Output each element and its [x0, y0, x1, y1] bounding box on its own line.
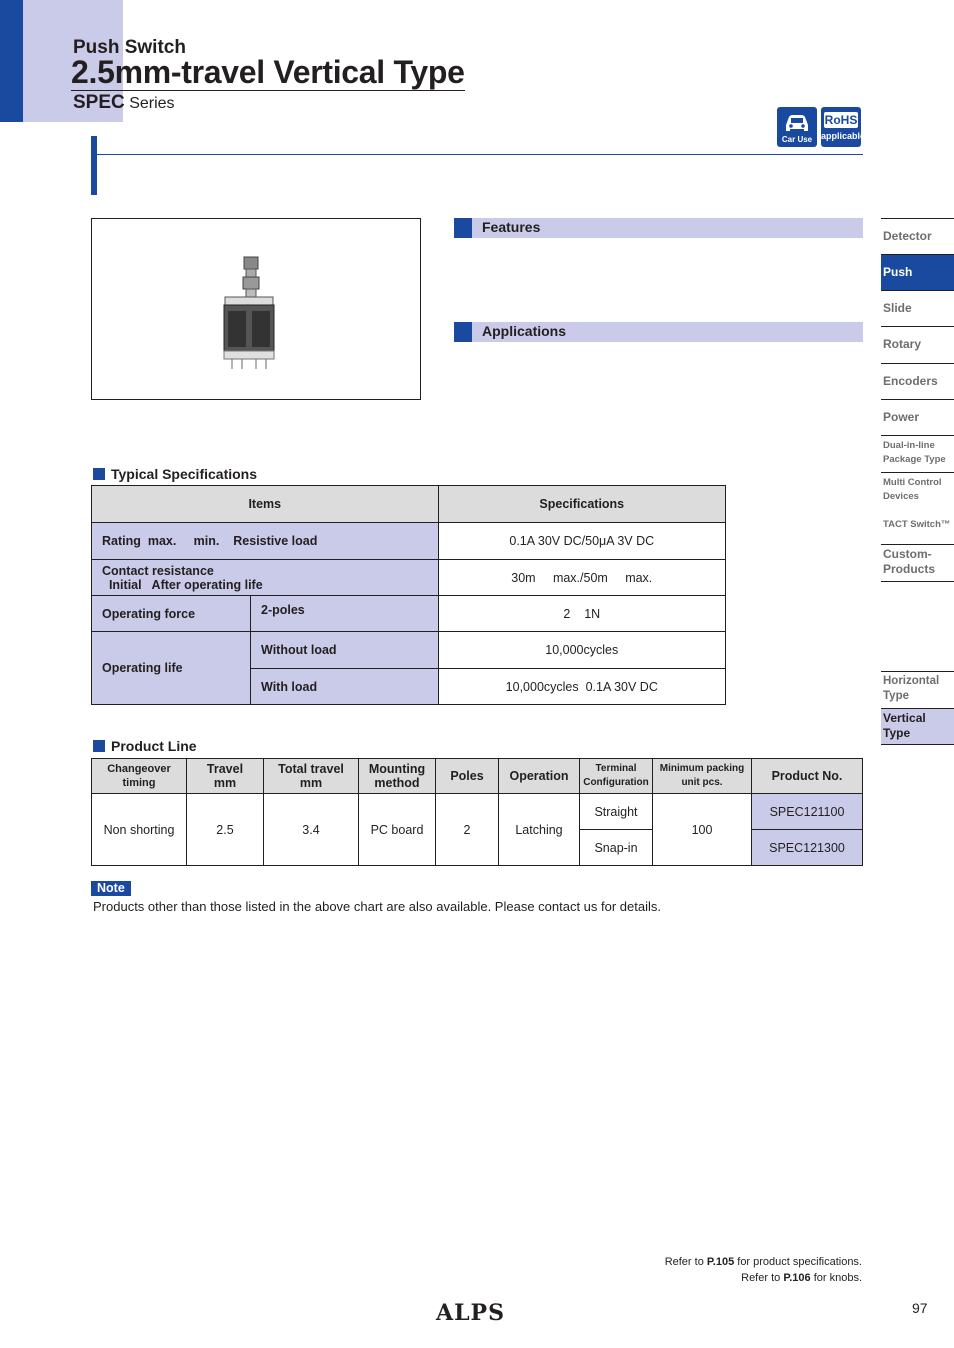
rating-value: 0.1A 30V DC/50μA 3V DC	[438, 523, 725, 560]
product-line-heading-text: Product Line	[111, 738, 197, 754]
travel-cell: 2.5	[187, 794, 264, 866]
typical-specs-table	[91, 485, 726, 705]
product-photo-frame	[91, 218, 421, 400]
table-row	[92, 523, 726, 560]
col-operation: Operation	[499, 759, 580, 794]
push-switch-image	[92, 219, 420, 399]
alps-logo: ALPS	[436, 1300, 505, 1326]
poles-label: 2-poles	[251, 596, 439, 632]
car-use-badge	[777, 107, 817, 147]
product-number-cell: SPEC121300	[752, 830, 863, 866]
col-terminal: Terminal Configuration	[580, 759, 653, 794]
features-header	[454, 218, 863, 238]
col-travel: Travel mm	[187, 759, 264, 794]
sidebar-item-multi-control[interactable]: Multi Control Devices	[881, 472, 954, 509]
sidebar-item-custom-products[interactable]: Custom- Products	[881, 544, 954, 582]
sidebar-item-tact-switch[interactable]: TACT Switch™	[883, 519, 951, 530]
typical-specs-heading-text: Typical Specifications	[111, 466, 258, 482]
col-min-packing: Minimum packing unit pcs.	[653, 759, 752, 794]
rating-label: Rating max. min. Resistive load	[92, 523, 439, 560]
page-link-105[interactable]: P.105	[706, 1256, 735, 1268]
sidebar-item-detector[interactable]: Detector	[881, 218, 954, 254]
sidebar-item-dual-in-line[interactable]: Dual-in-line Package Type	[881, 435, 954, 472]
total-travel-cell: 3.4	[264, 794, 359, 866]
without-load-value: 10,000cycles	[438, 632, 725, 669]
with-load-label: With load	[251, 669, 439, 705]
changeover-cell: Non shorting	[92, 794, 187, 866]
table-row	[92, 596, 726, 632]
category-title: Push Switch	[73, 37, 186, 58]
heading-marker	[93, 740, 105, 752]
sidebar-item-push[interactable]: Push	[881, 254, 954, 291]
rohs-badge	[821, 107, 866, 147]
without-load-label: Without load	[251, 632, 439, 669]
reference-knobs: Refer to P.106 for knobs.	[741, 1272, 862, 1284]
mounting-cell: PC board	[359, 794, 436, 866]
product-line-heading	[93, 738, 197, 754]
typical-specs-heading	[93, 466, 257, 482]
poles-cell: 2	[436, 794, 499, 866]
operating-force-value: 2 1N	[438, 596, 725, 632]
contact-resistance-line1: Contact resistance	[102, 563, 214, 578]
header-rule	[91, 154, 863, 155]
terminal-cell: Straight	[580, 794, 653, 830]
series-name: SPEC	[73, 92, 125, 113]
note-tag: Note	[91, 881, 131, 896]
product-line-table	[91, 758, 863, 866]
sidebar-item-power[interactable]: Power	[881, 399, 954, 436]
with-load-value: 10,000cycles 0.1A 30V DC	[438, 669, 725, 705]
applications-header	[454, 322, 863, 342]
contact-resistance-value: 30m max./50m max.	[438, 560, 725, 596]
col-total-travel: Total travel mm	[264, 759, 359, 794]
features-marker	[454, 218, 472, 238]
sidebar-item-rotary[interactable]: Rotary	[881, 326, 954, 363]
col-poles: Poles	[436, 759, 499, 794]
operating-force-label: Operating force	[92, 596, 251, 632]
header-accent-bar	[91, 136, 97, 195]
rohs-icon: RoHS	[824, 113, 858, 127]
series-suffix: Series	[129, 95, 175, 112]
note-text: Products other than those listed in the above chart are also available. Please contact us for details.	[93, 899, 662, 914]
col-mounting: Mounting method	[359, 759, 436, 794]
car-use-label: Car Use	[781, 135, 813, 144]
features-title: Features	[482, 219, 541, 235]
page-link-106[interactable]: P.106	[783, 1272, 811, 1284]
table-row	[92, 560, 726, 596]
terminal-cell: Snap-in	[580, 830, 653, 866]
sidebar-item-horizontal-type[interactable]: Horizontal Type	[881, 671, 954, 708]
page-title: 2.5mm-travel Vertical Type	[71, 54, 465, 90]
sidebar-item-vertical-type[interactable]: Vertical Type	[881, 708, 954, 745]
col-changeover: Changeover timing	[92, 759, 187, 794]
col-product-no: Product No.	[752, 759, 863, 794]
operating-life-label: Operating life	[92, 632, 251, 705]
product-number-cell: SPEC121100	[752, 794, 863, 830]
applications-title: Applications	[482, 323, 567, 339]
footer-references	[665, 1254, 862, 1286]
table-row	[92, 632, 726, 669]
page-number: 97	[912, 1300, 928, 1316]
sidebar-item-encoders[interactable]: Encoders	[881, 363, 954, 400]
reference-spec: Refer to P.105 for product specifications.	[664, 1256, 862, 1268]
table-row	[92, 794, 863, 830]
table-header-row	[92, 759, 863, 794]
car-icon	[782, 111, 812, 135]
contact-resistance-line2: Initial After operating life	[102, 577, 263, 592]
table-header-row	[92, 486, 726, 523]
min-packing-cell: 100	[653, 794, 752, 866]
applications-marker	[454, 322, 472, 342]
contact-resistance-label	[92, 560, 439, 596]
sidebar-item-slide[interactable]: Slide	[881, 290, 954, 327]
col-specs: Specifications	[438, 486, 725, 523]
col-items: Items	[92, 486, 439, 523]
series-label	[73, 92, 175, 114]
header-blue-bar	[0, 0, 23, 122]
rohs-label: applicable	[821, 131, 866, 141]
operation-cell: Latching	[499, 794, 580, 866]
heading-marker	[93, 468, 105, 480]
